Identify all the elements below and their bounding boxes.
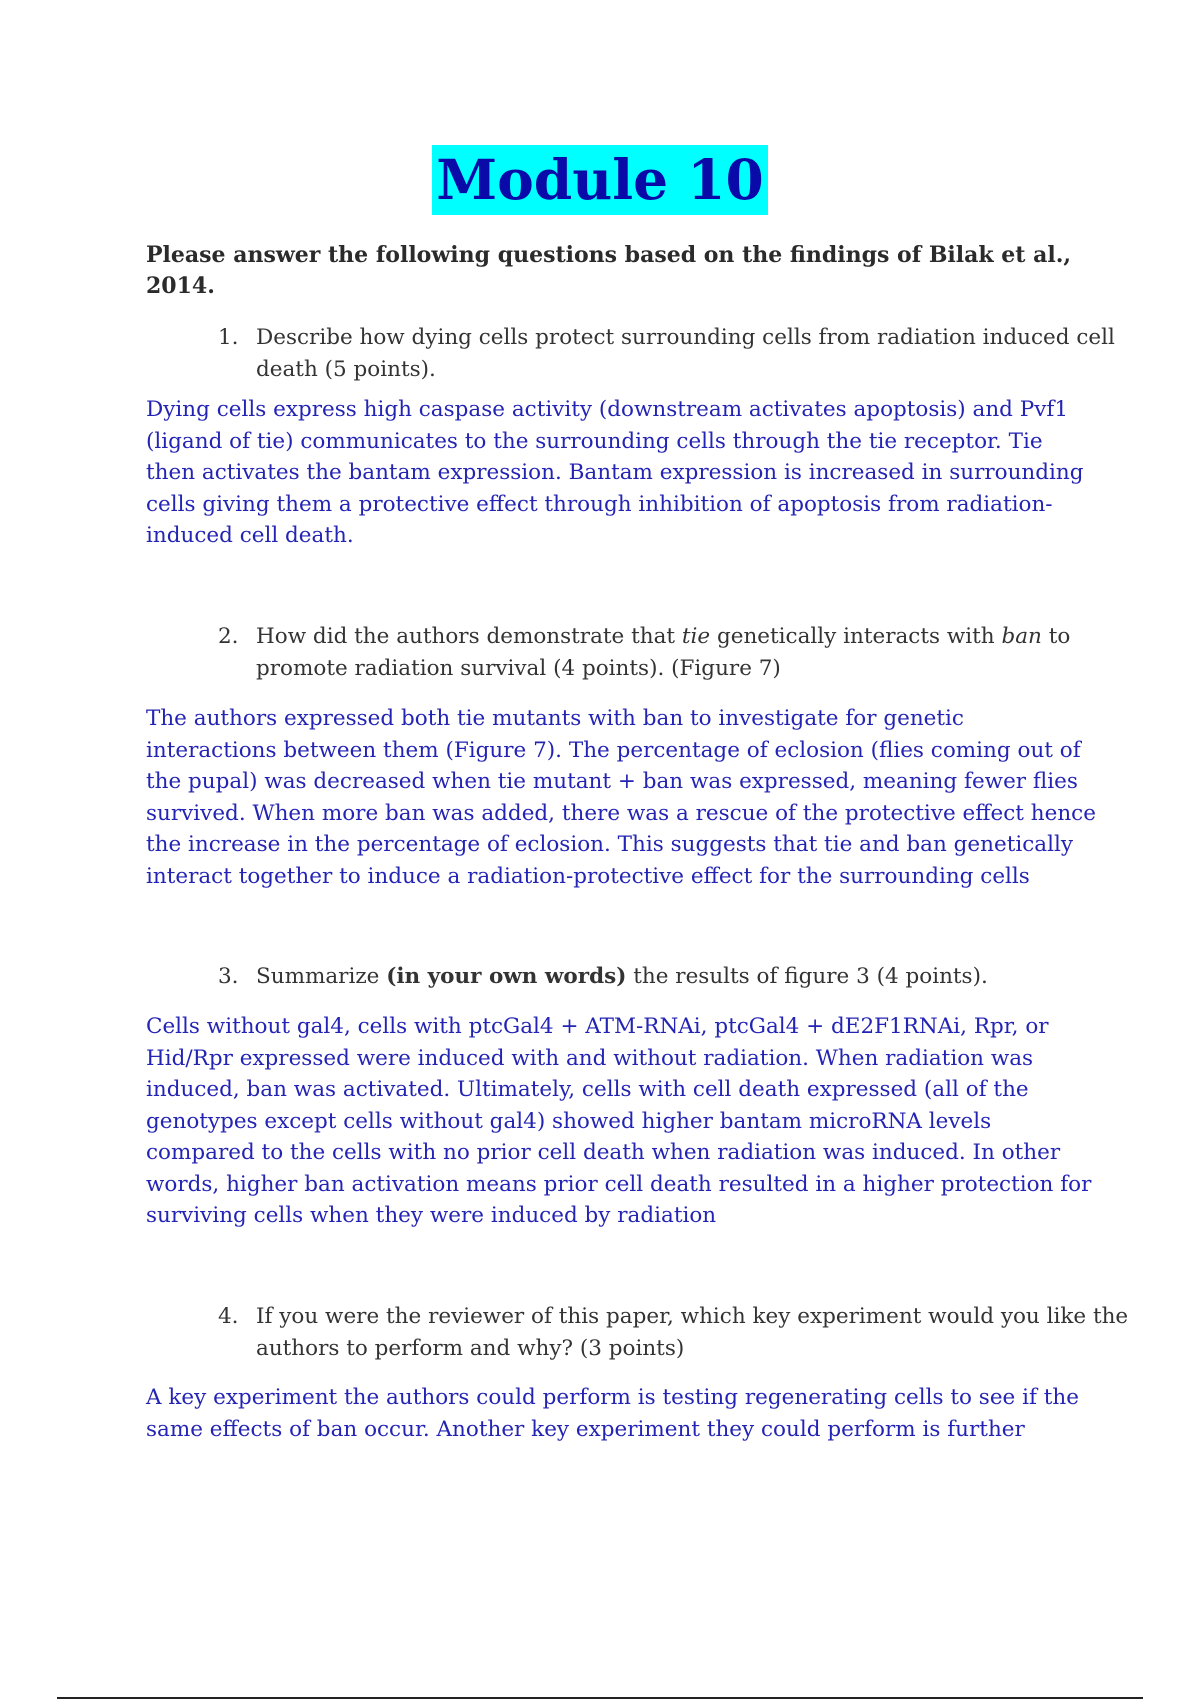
question-3: [218, 961, 1136, 993]
question-2-italic-tie: tie: [681, 624, 711, 649]
question-2-number: 2.: [218, 624, 239, 649]
question-2-text-b: genetically interacts with: [710, 624, 1002, 649]
question-4-text: If you were the reviewer of this paper, which key experiment would you like the authors to perform and why? (3 points): [256, 1304, 1129, 1361]
question-4-number: 4.: [218, 1304, 239, 1329]
question-2-italic-ban: ban: [1001, 624, 1042, 649]
question-4: [218, 1301, 1136, 1365]
question-1-text: Describe how dying cells protect surrounding cells from radiation induced cell death (5 points).: [256, 325, 1115, 382]
question-1-number: 1.: [218, 325, 239, 350]
answer-1: Dying cells express high caspase activity (downstream activates apoptosis) and Pvf1 (ligand of tie) communicates to the surrounding cells through the tie receptor. Tie then activates the bantam expression. Bantam expression is increased in surrounding cells giving them a protective effect through inhibition of apoptosis from radiation-induced cell death.: [146, 397, 1084, 548]
answer-4: A key experiment the authors could perform is testing regenerating cells to see if the same effects of ban occur. Another key experiment they could perform is further: [146, 1385, 1079, 1442]
question-1: [218, 322, 1136, 386]
question-2-text-c: to promote radiation survival (4 points). (Figure 7): [256, 624, 1071, 681]
answer-3: Cells without gal4, cells with ptcGal4 + ATM-RNAi, ptcGal4 + dE2F1RNAi, Rpr, or Hid/Rpr expressed were induced with and without radiation. When radiation was induced, ban was activated. Ultimately, cells with cell death expressed (all of the genotypes except cells without gal4) showed higher bantam microRNA levels compared to the cells with no prior cell death when radiation was induced. In other words, higher ban activation means prior cell death resulted in a higher protection for surviving cells when they were induced by radiation: [146, 1014, 1092, 1228]
question-2-text-a: How did the authors demonstrate that: [256, 624, 682, 649]
question-3-text-a: Summarize: [256, 964, 387, 989]
question-2: [218, 621, 1136, 685]
question-3-text-b: the results of figure 3 (4 points).: [626, 964, 988, 989]
intro-instructions: Please answer the following questions based on the findings of Bilak et al., 2014.: [146, 242, 1072, 299]
question-3-bold: (in your own words): [386, 964, 627, 989]
page-title: Module 10: [432, 145, 768, 215]
question-3-number: 3.: [218, 964, 239, 989]
footer-divider: [57, 1697, 1143, 1699]
title-container: [0, 145, 1200, 215]
answer-2: The authors expressed both tie mutants with ban to investigate for genetic interactions between them (Figure 7). The percentage of eclosion (flies coming out of the pupal) was decreased when tie mutant + ban was expressed, meaning fewer flies survived. When more ban was added, there was a rescue of the protective effect hence the increase in the percentage of eclosion. This suggests that tie and ban genetically interact together to induce a radiation-protective effect for the surrounding cells: [146, 706, 1096, 889]
